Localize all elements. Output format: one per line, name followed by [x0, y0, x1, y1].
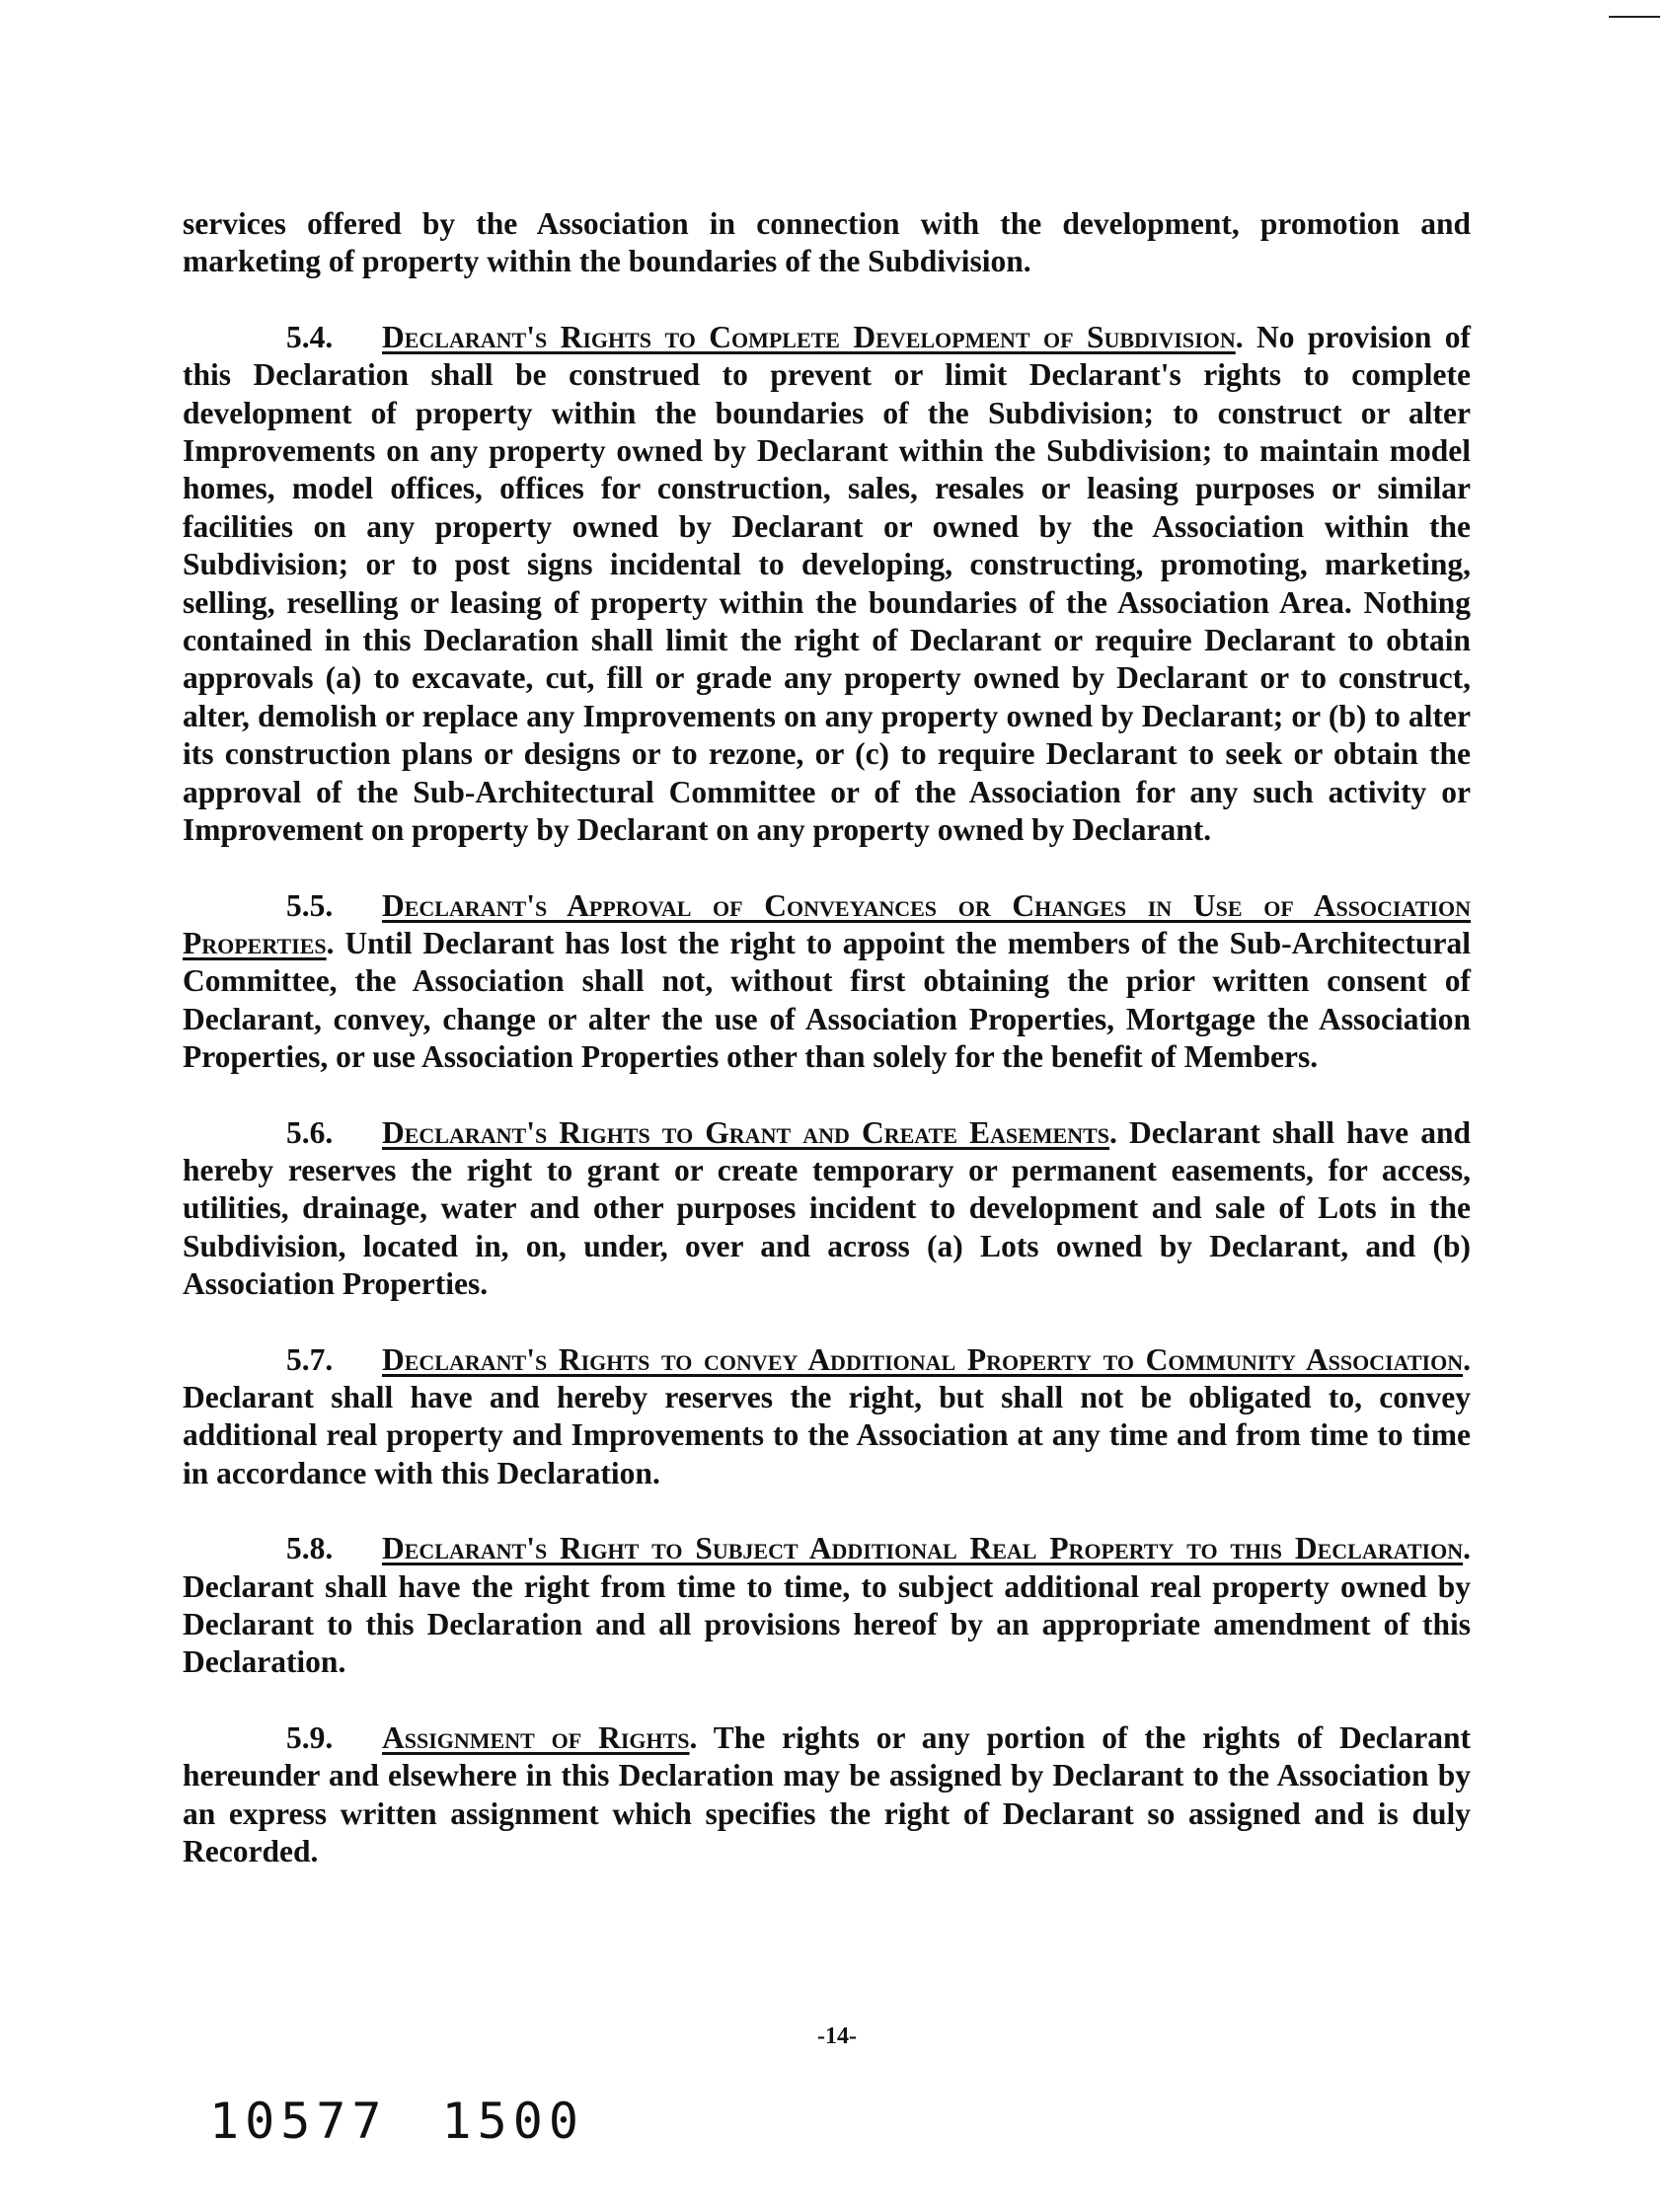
- intro-paragraph: services offered by the Association in connection with the development, promotion and marketing of property within the boundaries of the Subdivision.: [183, 206, 1471, 279]
- section-body: Until Declarant has lost the right to appoint the members of the Sub-Architectural Committee, the Association shall not, without first obtaining the prior written consent of Declarant, convey, change or alter the use of Association Properties, Mortgage the Association Properties, or use Association Properties other than solely for the benefit of Members.: [183, 925, 1471, 1075]
- stamp-book-number: 10577: [209, 2093, 388, 2150]
- section-heading: Declarant's Right to Subject Additional Real Property to this Declaration: [382, 1531, 1464, 1566]
- section-body: Declarant shall have the right from time to time, to subject additional real property owned by Declarant to this Declaration and all provisions hereof by an appropriate amendment of this Declaration.: [183, 1568, 1471, 1680]
- section-heading-punct: .: [1235, 319, 1244, 354]
- recording-stamp: [209, 2093, 584, 2150]
- section-number: 5.9.: [286, 1719, 334, 1755]
- section-heading: Declarant's Rights to convey Additional Property to Community Association: [382, 1341, 1464, 1377]
- section-heading: Declarant's Rights to Grant and Create Easements: [382, 1114, 1109, 1150]
- document-body: [183, 205, 1471, 1908]
- section-number: 5.4.: [286, 319, 334, 354]
- top-edge-mark: [1609, 16, 1660, 18]
- section-number: 5.5.: [286, 887, 334, 923]
- section-5-8: [183, 1530, 1471, 1682]
- section-body: No provision of this Declaration shall be construed to prevent or limit Declarant's rights to complete development of property within the boundaries of the Subdivision; to construct or alter Improvements on any property owned by Declarant within the Subdivision; to maintain model homes, model offices, offices for construction, sales, resales or leasing purposes or similar facilities on any property owned by Declarant or owned by the Association within the Subdivision; or to post signs incidental to developing, constructing, promoting, marketing, selling, reselling or leasing of property within the boundaries of the Association Area. Nothing contained in this Declaration shall limit the right of Declarant or require Declarant to obtain approvals (a) to excavate, cut, fill or grade any property owned by Declarant or to construct, alter, demolish or replace any Improvements on any property owned by Declarant; or (b) to alter its construction plans or designs or to rezone, or (c) to require Declarant to seek or obtain the approval of the Sub-Architectural Committee or of the Association for any such activity or Improvement on property by Declarant on any property owned by Declarant.: [183, 319, 1471, 848]
- section-5-6: [183, 1114, 1471, 1304]
- section-heading: Declarant's Rights to Complete Development of Subdivision: [382, 319, 1236, 354]
- page-number: -14-: [817, 2023, 857, 2049]
- section-heading: Declarant's Approval of Conveyances or Changes in Use of Association Properties: [183, 887, 1471, 960]
- section-number: 5.8.: [286, 1531, 334, 1566]
- section-heading: Assignment of Rights: [382, 1719, 690, 1755]
- section-5-7: [183, 1341, 1471, 1493]
- stamp-page-number: 1500: [441, 2093, 584, 2150]
- section-number: 5.6.: [286, 1114, 334, 1150]
- section-heading-punct: .: [1109, 1114, 1117, 1150]
- section-heading-punct: .: [1463, 1531, 1471, 1566]
- section-body: The rights or any portion of the rights of Declarant hereunder and elsewhere in this Declaration may be assigned by Declarant to the Association by an express written assignment which specifies the right of Declarant so assigned and is duly Recorded.: [183, 1719, 1471, 1869]
- section-number: 5.7.: [286, 1341, 334, 1377]
- section-heading-punct: .: [689, 1719, 698, 1755]
- section-5-4: [183, 319, 1471, 850]
- section-heading-punct: .: [326, 925, 335, 960]
- section-heading-punct: .: [1463, 1341, 1471, 1377]
- section-body: Declarant shall have and hereby reserves the right to grant or create temporary or permanent easements, for access, utilities, drainage, water and other purposes incident to development and sale of Lots in the Subdivision, located in, on, under, over and across (a) Lots owned by Declarant, and (b) Association Properties.: [183, 1114, 1471, 1302]
- section-body: Declarant shall have and hereby reserves the right, but shall not be obligated to, convey additional real property and Improvements to the Association at any time and from time to time in accordance with this Declaration.: [183, 1379, 1471, 1490]
- section-5-5: [183, 887, 1471, 1077]
- section-5-9: [183, 1719, 1471, 1871]
